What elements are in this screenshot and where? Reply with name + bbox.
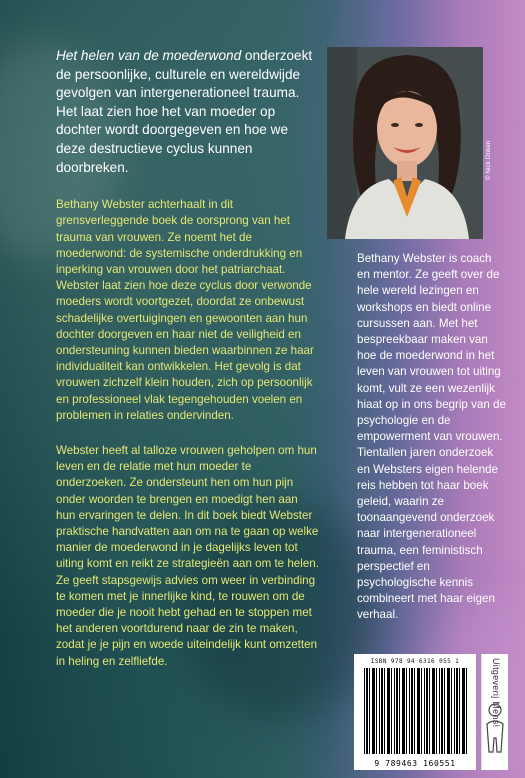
barcode-digits: 9 789463 160551: [354, 759, 476, 768]
publisher-block: [481, 654, 508, 770]
book-title: Het helen van de moederwond: [56, 48, 242, 63]
description-paragraph-1: Bethany Webster achterhaalt in dit grensverleggende boek de oorsprong van het trauma van vrouwen. Ze noemt het de moederwond: de systemische onderdrukking en inperking van vrouwen door het patriarchaat. Webster laat zien hoe deze cyclus door verwonde moeders wordt voortgezet, doordat ze onbewust schadelijke overtuigingen en gewoonten aan hun dochter doorgeven en haar niet de veiligheid en ondersteuning kunnen bieden waarbinnen ze haar individualiteit kan ontwikkelen. Het gevolg is dat vrouwen zichzelf klein houden, zich op persoonlijk en professioneel vlak tegengehouden voelen en problemen in relaties ondervinden.: [56, 198, 314, 422]
intro-text: onderzoekt de persoonlijke, culturele en wereldwijde gevolgen van intergenerationeel trauma. Het laat zien hoe het van moeder op dochter wordt doorgegeven en hoe we deze destructieve cyclus kunnen doorbreken.: [56, 48, 313, 175]
left-text-column: [56, 47, 320, 689]
barcode-bars: [364, 668, 468, 754]
intro-paragraph: [56, 47, 320, 177]
publisher-logo-icon: [484, 690, 506, 766]
author-photo: [327, 47, 483, 239]
photo-credit: © Nick Onken: [486, 140, 492, 180]
author-bio: Bethany Webster is coach en mentor. Ze geeft over de hele wereld lezingen en workshops en biedt online cursussen aan. Met het bespreekbaar maken van hoe de moederwond in het leven van vrouwen tot uiting komt, vult ze een wezenlijk hiaat op in ons begrip van de psychologie en de empowerment van vrouwen. Tientallen jaren onderzoek en Websters eigen helende reis hebben tot haar boek geleid, waarin ze toonaangevend onderzoek naar intergenerationeel trauma, een feministisch perspectief en psychologische kennis combineert met haar eigen verhaal.: [357, 252, 506, 622]
author-portrait-image: [327, 47, 483, 239]
isbn-label: ISBN 978 94 6316 055 1: [370, 658, 460, 665]
publisher-name: Uitgeverij Mens!: [491, 658, 501, 728]
description-paragraph-2: Webster heeft al talloze vrouwen geholpen om hun leven en de relatie met hun moeder te onderzoeken. Ze ondersteunt hen om hun pijn onder woorden te brengen en moedigt hen aan hun ervaringen te delen. In dit boek biedt Webster praktische handvatten aan om na te gaan op welke manier de moederwond in je dagelijks leven tot uiting komt en reikt ze strategieën aan om te helen. Ze geeft stapsgewijs advies om weer in verbinding te komen met je innerlijke kind, te rouwen om de moeder die je nooit hebt gehad en te stoppen met het anderen voortdurend naar de zin te maken, zodat je je pijn en woede uiteindelijk kunt omzetten in heling en zelfliefde.: [56, 444, 319, 668]
isbn-barcode: [354, 654, 476, 770]
